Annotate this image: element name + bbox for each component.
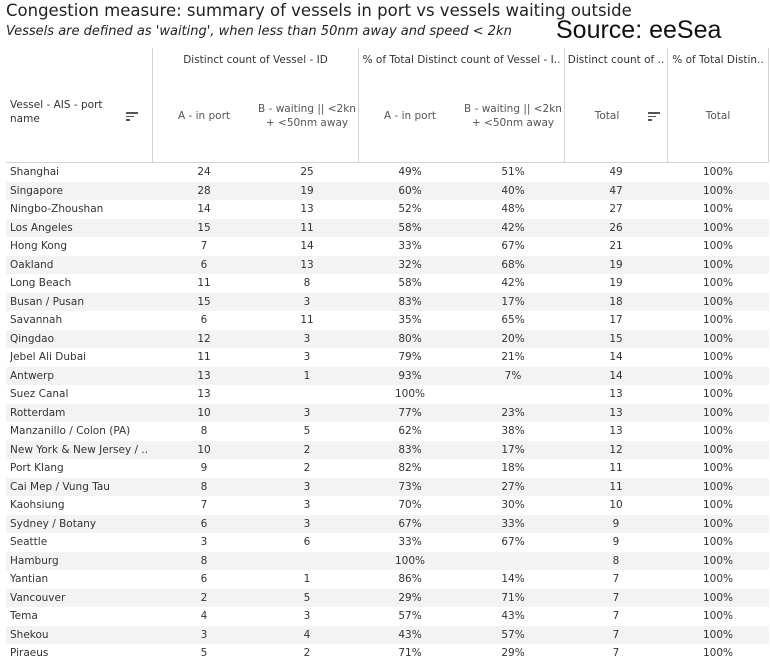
cell-pt: 100% [702,573,734,585]
cell-pa: 58% [398,221,422,234]
cell-total: 7 [612,610,620,622]
cell-pb: 33% [501,517,525,530]
cell-pt: 100% [702,406,734,419]
cell-pt: 100% [702,369,734,382]
cell-a: 15 [197,295,211,308]
cell-b: 4 [303,628,311,641]
cell-name: New York & New Jersey / .. [10,443,149,456]
group-header-percent-total-2[interactable]: % of Total Distin.. [672,54,764,66]
table-row[interactable] [6,163,769,182]
cell-b: 5 [303,425,311,437]
table-row[interactable] [6,219,769,238]
cell-name: Busan / Pusan [10,295,84,308]
cell-name: Oakland [10,258,54,271]
cell-total: 15 [609,332,623,345]
table-row[interactable] [6,274,769,293]
cell-a: 4 [200,610,208,622]
cell-total: 7 [612,628,620,641]
table-row[interactable] [6,348,769,367]
cell-b: 25 [300,166,314,178]
cell-pa: 70% [398,499,422,511]
cell-total: 7 [612,647,620,659]
cell-pa: 29% [398,591,422,604]
cell-a: 10 [197,443,211,456]
cell-a: 8 [200,480,208,493]
table-row[interactable] [6,644,769,663]
cell-pt: 100% [702,628,734,641]
cell-pb: 7% [504,369,522,382]
cell-pt: 100% [702,184,734,197]
cell-pa: 52% [398,203,422,215]
cell-b [256,385,358,404]
cell-pt: 100% [702,554,734,567]
table-row[interactable] [6,182,769,201]
cell-pb: 21% [501,351,525,363]
cell-pb [462,552,564,571]
page-title: Congestion measure: summary of vessels in port vs vessels waiting outside [6,1,632,20]
cell-total: 7 [612,591,620,604]
table-row[interactable] [6,607,769,626]
cell-pb: 71% [501,591,525,604]
cell-a: 13 [197,369,211,382]
cell-total: 47 [609,184,623,197]
cell-a: 6 [200,258,208,271]
cell-total: 19 [609,277,623,289]
cell-pb: 20% [501,332,525,345]
cell-name: Manzanillo / Colon (PA) [10,425,131,437]
cell-b: 5 [303,591,311,604]
sort-icon[interactable] [648,112,660,122]
cell-a: 8 [200,425,208,437]
cell-pa: 43% [398,628,422,641]
cell-pb: 67% [501,240,525,252]
group-header-distinct-count-total[interactable]: Distinct count of .. [567,54,665,66]
cell-b: 3 [303,406,311,419]
cell-a: 24 [197,166,211,178]
cell-pb: 17% [501,295,525,308]
cell-name: Antwerp [10,369,54,382]
cell-name: Hamburg [10,554,59,567]
cell-name: Piraeus [10,647,49,659]
column-divider [768,48,769,162]
table-row[interactable] [6,533,769,552]
cell-name: Shekou [10,628,49,641]
subheader-total[interactable]: Total [594,110,620,122]
cell-a: 6 [200,517,208,530]
cell-name: Ningbo-Zhoushan [10,203,104,215]
cell-name: Qingdao [10,332,55,345]
cell-pt: 100% [702,610,734,622]
cell-a: 7 [200,240,208,252]
cell-a: 28 [197,184,211,197]
cell-name: Los Angeles [10,221,73,234]
cell-a: 5 [200,647,208,659]
cell-b: 3 [303,499,311,511]
table-row[interactable] [6,570,769,589]
cell-b: 13 [300,203,314,215]
cell-total: 19 [609,258,623,271]
cell-pb: 29% [501,647,525,659]
cell-total: 21 [609,240,623,252]
cell-a: 9 [200,462,208,474]
cell-pa: 79% [398,351,422,363]
subheader-in-port[interactable]: A - in port [177,110,231,122]
cell-b: 3 [303,517,311,530]
cell-pb: 67% [501,536,525,548]
cell-pt: 100% [702,536,734,548]
subheader-pct-waiting[interactable]: B - waiting || <2kn + <50nm away [464,103,562,129]
cell-a: 8 [200,554,208,567]
cell-b: 3 [303,480,311,493]
cell-total: 27 [609,203,623,215]
cell-pa: 86% [398,573,422,585]
table-row[interactable] [6,367,769,386]
cell-b: 6 [303,536,311,548]
cell-pb: 48% [501,203,525,215]
cell-total: 8 [612,554,620,567]
cell-pt: 100% [702,443,734,456]
group-header-distinct-count[interactable]: Distinct count of Vessel - ID [183,54,328,66]
cell-pb: 42% [501,277,525,289]
table-row[interactable] [6,311,769,330]
subheader-total-percent[interactable]: Total [705,110,731,122]
cell-a: 10 [197,406,211,419]
table-row[interactable] [6,330,769,349]
cell-name: Jebel Ali Dubai [10,351,87,363]
cell-name: Cai Mep / Vung Tau [10,480,110,493]
table-row[interactable] [6,385,769,404]
cell-a: 12 [197,332,211,345]
cell-pt: 100% [702,277,734,289]
cell-pt: 100% [702,591,734,604]
cell-pa: 33% [398,536,422,548]
cell-pa: 80% [398,332,422,345]
cell-pa: 32% [398,258,422,271]
cell-pt: 100% [702,221,734,234]
cell-pt: 100% [702,166,734,178]
cell-name: Suez Canal [10,388,69,400]
cell-a: 3 [200,536,208,548]
cell-name: Yantian [10,573,49,585]
cell-pb: 43% [501,610,525,622]
cell-total: 9 [612,517,620,530]
cell-name: Singapore [10,184,63,197]
cell-pb: 14% [501,573,525,585]
cell-b: 2 [303,647,311,659]
cell-name: Hong Kong [10,240,68,252]
page-subtitle: Vessels are defined as 'waiting', when less than 50nm away and speed < 2kn [6,24,512,39]
table-row[interactable] [6,441,769,460]
cell-pa: 93% [398,369,422,382]
cell-pt: 100% [702,647,734,659]
cell-total: 49 [609,166,623,178]
cell-pa: 100% [394,554,426,567]
cell-pa: 71% [398,647,422,659]
cell-pt: 100% [702,203,734,215]
cell-pa: 100% [394,388,426,400]
cell-pt: 100% [702,351,734,363]
cell-total: 10 [609,499,623,511]
cell-pa: 60% [398,184,422,197]
subheader-waiting[interactable]: B - waiting || <2kn + <50nm away [258,103,356,129]
cell-name: Sydney / Botany [10,517,97,530]
cell-pb: 23% [501,406,525,419]
cell-pb: 68% [501,258,525,271]
cell-b: 1 [303,573,311,585]
subheader-pct-in-port[interactable]: A - in port [383,110,437,122]
cell-a: 11 [197,351,211,363]
cell-total: 14 [609,369,623,382]
table-row[interactable] [6,478,769,497]
table-row[interactable] [6,515,769,534]
cell-total: 9 [612,536,620,548]
cell-total: 26 [609,221,623,234]
cell-a: 15 [197,221,211,234]
cell-a: 13 [197,388,211,400]
cell-pt: 100% [702,388,734,400]
cell-total: 13 [609,425,623,437]
cell-pt: 100% [702,295,734,308]
cell-pb: 42% [501,221,525,234]
table-row[interactable] [6,404,769,423]
table-row[interactable] [6,237,769,256]
cell-a: 2 [200,591,208,604]
cell-b [256,552,358,571]
cell-pb: 65% [501,314,525,326]
cell-total: 17 [609,314,623,326]
cell-pb: 51% [501,166,525,178]
cell-b: 11 [300,314,314,326]
cell-a: 3 [200,628,208,641]
table-row[interactable] [6,589,769,608]
cell-name: Shanghai [10,166,60,178]
cell-pa: 58% [398,277,422,289]
cell-pa: 57% [398,610,422,622]
cell-pt: 100% [702,240,734,252]
cell-pt: 100% [702,314,734,326]
cell-pb: 57% [501,628,525,641]
table-row[interactable] [6,200,769,219]
table-row[interactable] [6,626,769,645]
cell-name: Savannah [10,314,63,326]
cell-name: Kaohsiung [10,499,65,511]
cell-name: Port Klang [10,462,64,474]
cell-total: 11 [609,462,623,474]
cell-b: 3 [303,295,311,308]
cell-pa: 82% [398,462,422,474]
cell-b: 14 [300,240,314,252]
cell-b: 8 [303,277,311,289]
cell-pt: 100% [702,425,734,437]
cell-b: 1 [303,369,311,382]
cell-total: 14 [609,351,623,363]
cell-b: 3 [303,351,311,363]
cell-name: Tema [10,610,38,622]
cell-pb: 38% [501,425,525,437]
cell-total: 18 [609,295,623,308]
table-row[interactable] [6,422,769,441]
cell-pt: 100% [702,462,734,474]
cell-total: 11 [609,480,623,493]
cell-total: 13 [609,406,623,419]
source-label: Source: eeSea [556,16,722,44]
table-row[interactable] [6,256,769,275]
table-row[interactable] [6,293,769,312]
cell-pt: 100% [702,517,734,530]
cell-pb: 17% [501,443,525,456]
cell-pt: 100% [702,499,734,511]
cell-pa: 49% [398,166,422,178]
cell-total: 12 [609,443,623,456]
cell-total: 13 [609,388,623,400]
cell-b: 19 [300,184,314,197]
cell-b: 3 [303,332,311,345]
table-row[interactable] [6,496,769,515]
cell-a: 7 [200,499,208,511]
cell-pb: 30% [501,499,525,511]
cell-pa: 33% [398,240,422,252]
cell-pa: 77% [398,406,422,419]
cell-pa: 62% [398,425,422,437]
cell-a: 11 [197,277,211,289]
cell-b: 2 [303,462,311,474]
row-header-port-name[interactable]: Vessel - AIS - port name [10,99,103,125]
cell-name: Long Beach [10,277,72,289]
cell-b: 13 [300,258,314,271]
cell-pa: 83% [398,295,422,308]
table-row[interactable] [6,552,769,571]
cell-b: 3 [303,610,311,622]
group-header-percent-total[interactable]: % of Total Distinct count of Vessel - I.. [362,54,561,66]
cell-pt: 100% [702,480,734,493]
cell-a: 6 [200,573,208,585]
cell-pa: 67% [398,517,422,530]
cell-pb: 40% [501,184,525,197]
cell-total: 7 [612,573,620,585]
cell-pa: 83% [398,443,422,456]
table-row[interactable] [6,459,769,478]
cell-a: 6 [200,314,208,326]
cell-pa: 35% [398,314,422,326]
cell-pa: 73% [398,480,422,493]
cell-pt: 100% [702,258,734,271]
cell-a: 14 [197,203,211,215]
cell-b: 2 [303,443,311,456]
sort-icon[interactable] [126,112,138,122]
cell-pb [462,385,564,404]
cell-b: 11 [300,221,314,234]
cell-pb: 27% [501,480,525,493]
cell-name: Seattle [10,536,48,548]
cell-pt: 100% [702,332,734,345]
cell-name: Vancouver [10,591,66,604]
cell-name: Rotterdam [10,406,66,419]
cell-pb: 18% [501,462,525,474]
